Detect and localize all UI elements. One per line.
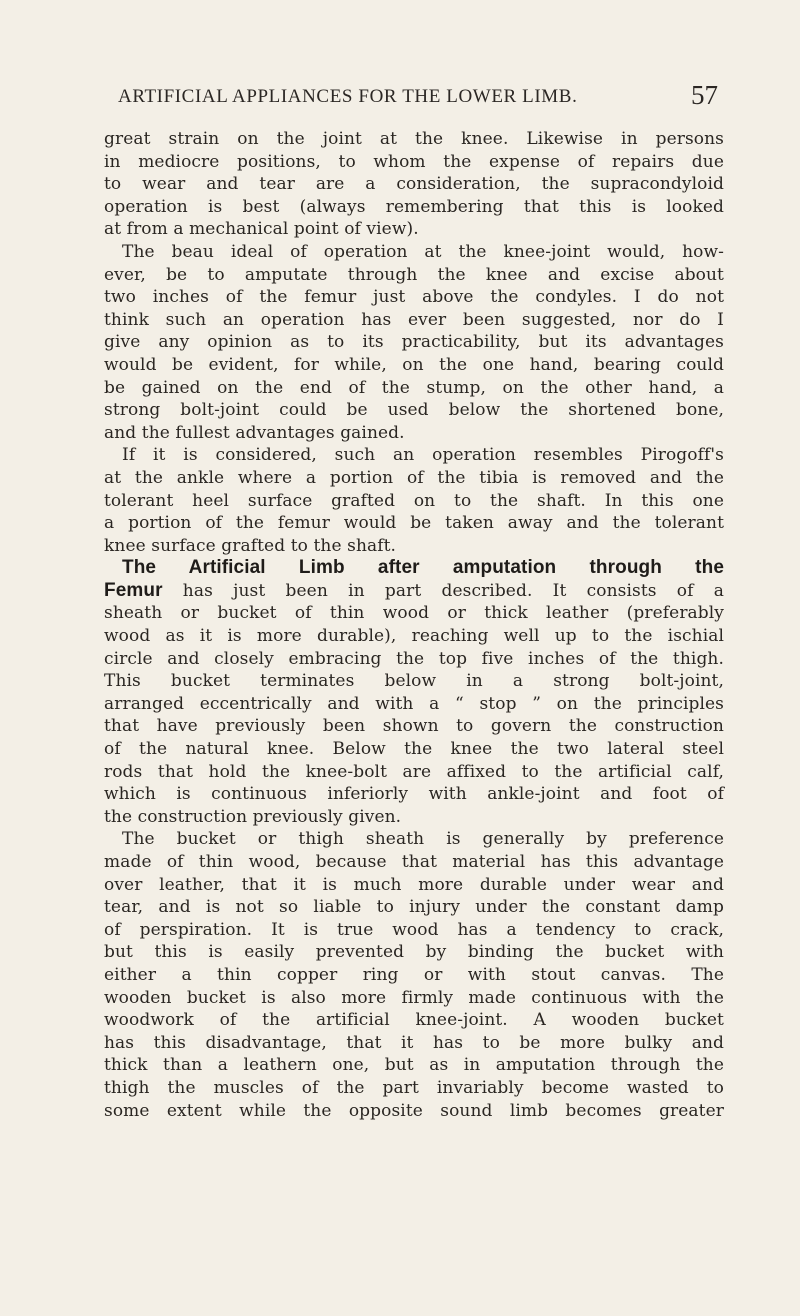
running-head [118,80,718,114]
text-line: rods that hold the knee-bolt are affixed to the artificial calf, [104,761,724,782]
text-line: and the fullest advantages gained. [104,422,405,443]
text-line: a portion of the femur would be taken away and the tolerant [104,513,724,534]
section-heading-continued: Femur [104,579,163,601]
text-line [104,580,724,603]
text-line: at the ankle where a portion of the tibia is removed and the [104,467,724,488]
text-line: The bucket or thigh sheath is generally by preference [122,829,724,850]
text-line: operation is best (always remembering that this is looked [104,196,724,217]
body-text [104,128,724,1122]
text-line: in mediocre positions, to whom the expense of repairs due [104,151,724,172]
text-line: ever, be to amputate through the knee and excise about [104,264,724,285]
text-line: wooden bucket is also more firmly made continuous with the [104,987,724,1008]
text-line: arranged eccentrically and with a “ stop ” on the principles [104,693,724,714]
page-number: 57 [691,80,718,110]
paragraph-2 [104,241,724,444]
text-line: over leather, that it is much more durable under wear and [104,874,724,895]
text-line: made of thin wood, because that material has this advantage [104,852,724,872]
text-line: This bucket terminates below in a strong bolt-joint, [104,671,724,692]
text-line: sheath or bucket of thin wood or thick leather (preferably [104,603,724,624]
text-line: which is continuous inferiorly with ankle-joint and foot of [104,784,724,805]
paragraph-4 [104,557,724,828]
text-line: great strain on the joint at the knee. Likewise in persons [104,129,724,149]
text-line: that have previously been shown to govern the construction [104,716,724,737]
text-line: tear, and is not so liable to injury under the constant damp [104,897,724,918]
text-run: has just been in part described. It consists of a [182,580,724,601]
text-line: circle and closely embracing the top five inches of the thigh. [104,648,724,669]
paragraph-1 [104,128,724,241]
running-title: ARTIFICIAL APPLIANCES FOR THE LOWER LIMB. [118,86,578,107]
text-line: strong bolt-joint could be used below the shortened bone, [104,400,724,421]
text-line: some extent while the opposite sound limb becomes greater [104,1100,724,1121]
text-line: has this disadvantage, that it has to be more bulky and [104,1032,724,1053]
text-line: wood as it is more durable), reaching well up to the ischial [104,626,724,647]
text-line: thick than a leathern one, but as in amputation through the [104,1055,724,1076]
text-line: knee surface grafted to the shaft. [104,535,397,556]
text-line: give any opinion as to its practicability, but its advantages [104,332,724,353]
text-line: of the natural knee. Below the knee the two lateral steel [104,739,724,760]
text-line: either a thin copper ring or with stout canvas. The [104,964,724,985]
text-line: would be evident, for while, on the one hand, bearing could [104,354,724,375]
text-line: at from a mechanical point of view). [104,219,419,240]
paragraph-3 [104,444,724,557]
text-line: to wear and tear are a consideration, the supracondyloid [104,174,724,195]
text-line: tolerant heel surface grafted on to the shaft. In this one [104,490,724,511]
text-line: woodwork of the artificial knee-joint. A wooden bucket [104,1010,724,1031]
section-heading: The Artificial Limb after amputation through the [122,557,724,579]
text-line: If it is considered, such an operation resembles Pirogoff's [122,445,724,466]
text-line: be gained on the end of the stump, on the other hand, a [104,377,724,398]
paragraph-5 [104,828,724,1122]
text-line: thigh the muscles of the part invariably become wasted to [104,1077,724,1098]
text-line: two inches of the femur just above the condyles. I do not [104,287,724,308]
text-line: think such an operation has ever been suggested, nor do I [104,309,724,330]
text-line: The beau ideal of operation at the knee-joint would, how- [122,241,724,262]
text-line: but this is easily prevented by binding the bucket with [104,942,724,963]
text-line: of perspiration. It is true wood has a tendency to crack, [104,919,724,940]
text-line: the construction previously given. [104,806,402,827]
